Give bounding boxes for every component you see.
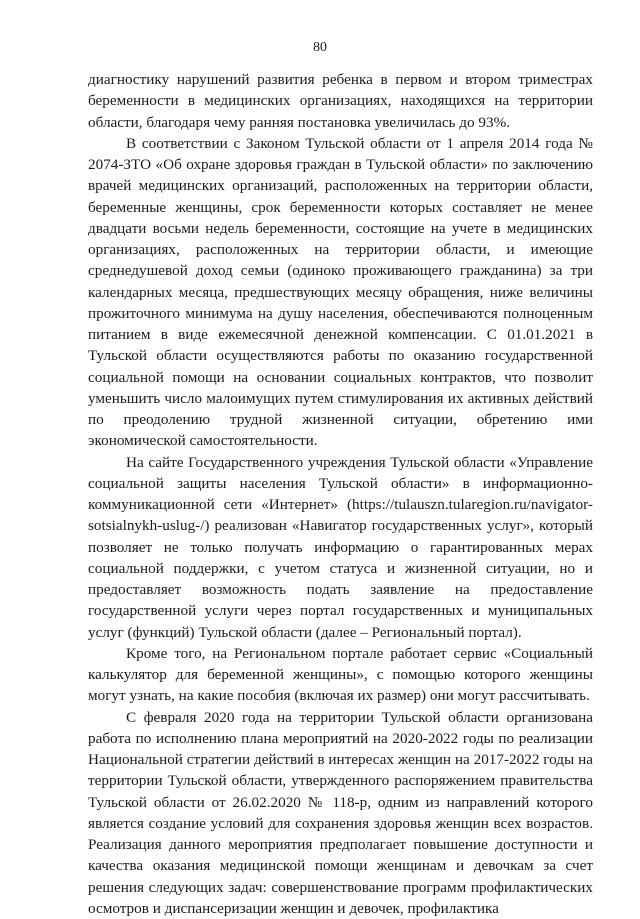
paragraph-services-navigator: На сайте Государственного учреждения Тульской области «Управление социальной защиты населения Тульской области» в информационно-коммуникационной сети «Интернет» (https://tulauszn.tularegion.ru/navigator-sotsialnykh-uslug-/) реализован «Навигатор государственных услуг», который позволяет не только получать информацию о гарантированных мерах социальной поддержки, с учетом статуса и жизненной ситуации, но и предоставляет возможность подать заявление на предоставление государственной услуги через портал государственных и муниципальных услуг (функций) Тульской области (далее – Региональный портал). xyxy=(88,452,593,643)
body-text xyxy=(88,69,593,919)
paragraph-nutrition-compensation: В соответствии с Законом Тульской области от 1 апреля 2014 года № 2074-ЗТО «Об охране здоровья граждан в Тульской области» по заключению врачей медицинских организаций, расположенных на территории области, беременные женщины, срок беременности которых составляет не менее двадцати восьми недель беременности, состоящие на учете в медицинских организациях, расположенных на территории области, и имеющие среднедушевой доход семьи (одиноко проживающего гражданина) за три календарных месяца, предшествующих месяцу обращения, ниже величины прожиточного минимума на душу населения, обеспечиваются полноценным питанием в виде ежемесячной денежной компенсации. С 01.01.2021 в Тульской области осуществляются работы по оказанию государственной социальной помощи на основании социальных контрактов, что позволит уменьшить число малоимущих путем стимулирования их активных действий по преодолению трудной жизненной ситуации, обретению ими экономической самостоятельности. xyxy=(88,133,593,452)
page-number: 80 xyxy=(0,40,640,56)
paragraph-social-calculator: Кроме того, на Региональном портале работает сервис «Социальный калькулятор для беременной женщины», с помощью которого женщины могут узнать, на какие пособия (включая их размер) они могут рассчитывать. xyxy=(88,643,593,707)
paragraph-women-strategy: С февраля 2020 года на территории Тульской области организована работа по исполнению плана мероприятий на 2020-2022 годы по реализации Национальной стратегии действий в интересах женщин на 2017-2022 годы на территории Тульской области, утвержденного распоряжением правительства Тульской области от 26.02.2020 № 118-р, одним из направлений которого является создание условий для сохранения здоровья женщин всех возрастов. Реализация данного мероприятия предполагает повышение доступности и качества оказания медицинской помощи женщинам и девочкам за счет решения следующих задач: совершенствование программ профилактических осмотров и диспансеризации женщин и девочек, профилактика xyxy=(88,707,593,919)
paragraph-continuation: диагностику нарушений развития ребенка в первом и втором триместрах беременности в медицинских организациях, находящихся на территории области, благодаря чему ранняя постановка увеличилась до 93%. xyxy=(88,69,593,133)
